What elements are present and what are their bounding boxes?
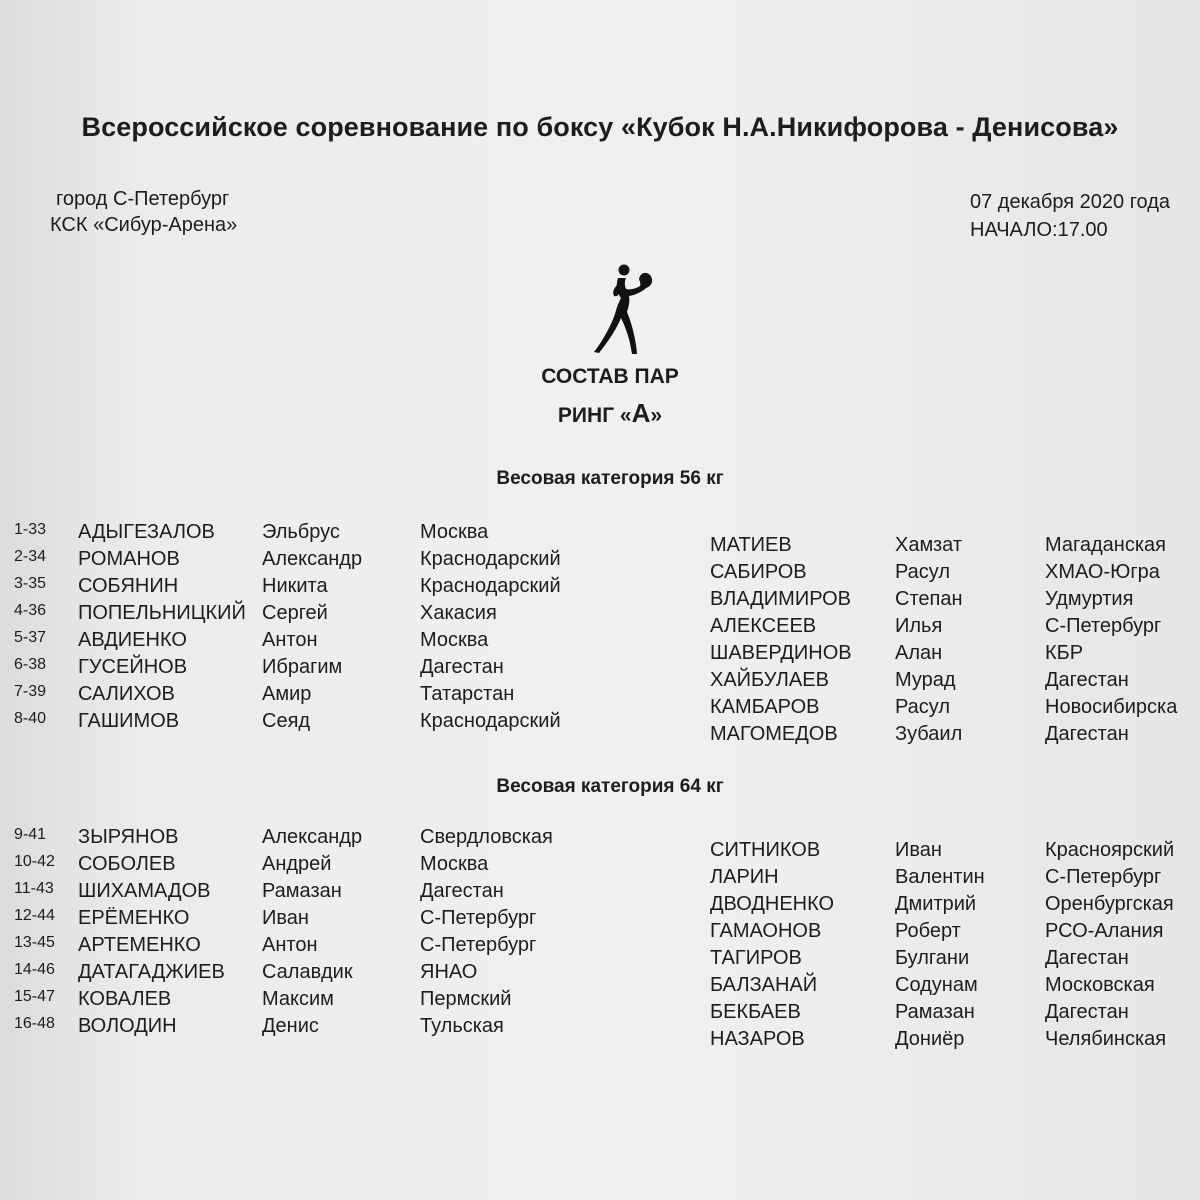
red-corner-name: Иван xyxy=(262,907,309,929)
blue-corner-surname: ШАВЕРДИНОВ xyxy=(710,642,852,664)
red-corner-region: ЯНАО xyxy=(420,961,478,983)
blue-corner-surname: ГАМАОНОВ xyxy=(710,920,822,942)
bout-number: 13-45 xyxy=(14,934,55,951)
bout-number: 2-34 xyxy=(14,548,47,565)
bout-number: 9-41 xyxy=(14,826,47,843)
blue-corner-surname: КАМБАРОВ xyxy=(710,696,820,718)
ring-heading xyxy=(0,398,1200,429)
bout-row xyxy=(0,1015,1200,1050)
blue-corner-region: Московская xyxy=(1045,974,1155,996)
blue-corner-name: Дмитрий xyxy=(895,893,977,915)
red-corner-surname: ГАШИМОВ xyxy=(78,710,180,732)
blue-corner-surname: САБИРОВ xyxy=(710,561,807,583)
red-corner-name: Антон xyxy=(262,629,318,651)
blue-corner-name: Иван xyxy=(895,839,942,861)
blue-corner-name: Расул xyxy=(895,696,951,718)
boxer-pictogram-icon xyxy=(588,262,658,357)
blue-corner-region: ХМАО-Югра xyxy=(1045,561,1160,583)
blue-corner-surname: ДВОДНЕНКО xyxy=(710,893,835,915)
red-corner-surname: ДАТАГАДЖИЕВ xyxy=(78,961,225,983)
blue-corner-name: Роберт xyxy=(895,920,961,942)
blue-corner-name: Содунам xyxy=(895,974,978,996)
blue-corner-region: КБР xyxy=(1045,642,1084,664)
blue-corner-surname: БАЛЗАНАЙ xyxy=(710,974,818,996)
blue-corner-name: Булгани xyxy=(895,947,970,969)
bout-number: 5-37 xyxy=(14,629,47,646)
blue-corner-surname: ЛАРИН xyxy=(710,866,779,888)
red-corner-name: Салавдик xyxy=(262,961,353,983)
red-corner-region: Краснодарский xyxy=(420,575,561,597)
red-corner-surname: СОБЯНИН xyxy=(78,575,179,597)
red-corner-surname: ЗЫРЯНОВ xyxy=(78,826,179,848)
bout-row xyxy=(0,656,1200,691)
red-corner-region: Краснодарский xyxy=(420,548,561,570)
red-corner-region: Дагестан xyxy=(420,656,504,678)
blue-corner-region: РСО-Алания xyxy=(1045,920,1164,942)
bout-row xyxy=(0,826,1200,861)
red-corner-name: Эльбрус xyxy=(262,521,340,543)
red-corner-name: Сеяд xyxy=(262,710,311,732)
bout-row xyxy=(0,548,1200,583)
bout-number: 6-38 xyxy=(14,656,47,673)
blue-corner-region: Красноярский xyxy=(1045,839,1175,861)
blue-corner-name: Рамазан xyxy=(895,1001,975,1023)
bout-number: 15-47 xyxy=(14,988,55,1005)
red-corner-name: Денис xyxy=(262,1015,319,1037)
red-corner-name: Рамазан xyxy=(262,880,342,902)
bout-number: 4-36 xyxy=(14,602,47,619)
red-corner-surname: СОБОЛЕВ xyxy=(78,853,176,875)
date-text: 07 декабря 2020 года xyxy=(970,191,1171,213)
blue-corner-surname: ТАГИРОВ xyxy=(710,947,802,969)
bout-row xyxy=(0,602,1200,637)
category-heading: Весовая категория 64 кг xyxy=(496,776,724,797)
bout-number: 7-39 xyxy=(14,683,47,700)
red-corner-name: Антон xyxy=(262,934,318,956)
bout-row xyxy=(0,575,1200,610)
blue-corner-surname: ВЛАДИМИРОВ xyxy=(710,588,851,610)
date-block xyxy=(970,188,1170,244)
bout-number: 1-33 xyxy=(14,521,47,538)
bout-number: 12-44 xyxy=(14,907,55,924)
red-corner-region: Москва xyxy=(420,629,489,651)
category-heading: Весовая категория 56 кг xyxy=(496,468,724,489)
red-corner-name: Максим xyxy=(262,988,334,1010)
bout-row xyxy=(0,961,1200,996)
red-corner-surname: АРТЕМЕНКО xyxy=(78,934,201,956)
bout-number: 10-42 xyxy=(14,853,55,870)
blue-corner-region: С-Петербург xyxy=(1045,615,1162,637)
bouts-list xyxy=(0,521,1200,745)
blue-corner-surname: МАТИЕВ xyxy=(710,534,792,556)
ring-heading-prefix: РИНГ « xyxy=(557,404,632,427)
blue-corner-region: Удмуртия xyxy=(1045,588,1134,610)
blue-corner-region: Дагестан xyxy=(1045,723,1129,745)
red-corner-name: Ибрагим xyxy=(262,656,343,678)
red-corner-region: Дагестан xyxy=(420,880,504,902)
red-corner-surname: КОВАЛЕВ xyxy=(78,988,172,1010)
blue-corner-name: Дониёр xyxy=(895,1028,965,1050)
red-corner-region: Татарстан xyxy=(420,683,515,705)
red-corner-region: Свердловская xyxy=(420,826,553,848)
red-corner-name: Никита xyxy=(262,575,328,597)
red-corner-surname: АДЫГЕЗАЛОВ xyxy=(78,521,215,543)
blue-corner-name: Алан xyxy=(895,642,943,664)
city-text: город С-Петербург xyxy=(56,188,230,210)
ring-letter: А xyxy=(631,398,651,428)
red-corner-surname: РОМАНОВ xyxy=(78,548,180,570)
ring-heading-suffix: » xyxy=(650,404,663,427)
blue-corner-name: Степан xyxy=(895,588,963,610)
red-corner-name: Сергей xyxy=(262,602,328,624)
red-corner-surname: САЛИХОВ xyxy=(78,683,175,705)
blue-corner-surname: НАЗАРОВ xyxy=(710,1028,805,1050)
blue-corner-surname: МАГОМЕДОВ xyxy=(710,723,838,745)
blue-corner-region: Дагестан xyxy=(1045,669,1129,691)
blue-corner-region: Челябинская xyxy=(1045,1028,1167,1050)
bout-number: 11-43 xyxy=(14,880,54,897)
bout-row xyxy=(0,521,1200,556)
blue-corner-name: Валентин xyxy=(895,866,985,888)
bout-row xyxy=(0,907,1200,942)
bout-row xyxy=(0,683,1200,718)
blue-corner-region: Дагестан xyxy=(1045,947,1129,969)
bout-number: 8-40 xyxy=(14,710,47,727)
red-corner-region: Москва xyxy=(420,853,489,875)
red-corner-name: Александр xyxy=(262,548,363,570)
blue-corner-surname: ХАЙБУЛАЕВ xyxy=(710,669,829,691)
blue-corner-region: С-Петербург xyxy=(1045,866,1162,888)
red-corner-name: Александр xyxy=(262,826,363,848)
red-corner-region: С-Петербург xyxy=(420,934,537,956)
red-corner-name: Андрей xyxy=(262,853,332,875)
bout-row xyxy=(0,880,1200,915)
blue-corner-surname: БЕКБАЕВ xyxy=(710,1001,801,1023)
bout-row xyxy=(0,710,1200,745)
red-corner-surname: ПОПЕЛЬНИЦКИЙ xyxy=(78,602,246,624)
red-corner-region: Хакасия xyxy=(420,602,497,624)
blue-corner-name: Илья xyxy=(895,615,943,637)
blue-corner-name: Мурад xyxy=(895,669,956,691)
red-corner-region: Москва xyxy=(420,521,489,543)
red-corner-region: С-Петербург xyxy=(420,907,537,929)
bout-number: 16-48 xyxy=(14,1015,55,1032)
bout-number: 3-35 xyxy=(14,575,47,592)
blue-corner-name: Хамзат xyxy=(895,534,963,556)
blue-corner-name: Зубаил xyxy=(895,723,963,745)
blue-corner-name: Расул xyxy=(895,561,951,583)
start-time-text: НАЧАЛО:17.00 xyxy=(970,219,1108,241)
bout-number: 14-46 xyxy=(14,961,55,978)
red-corner-surname: ГУСЕЙНОВ xyxy=(78,656,188,678)
bouts-list xyxy=(0,826,1200,1050)
bout-row xyxy=(0,988,1200,1023)
blue-corner-region: Дагестан xyxy=(1045,1001,1129,1023)
blue-corner-region: Магаданская xyxy=(1045,534,1166,556)
red-corner-surname: ЕРЁМЕНКО xyxy=(78,907,190,929)
red-corner-region: Пермский xyxy=(420,988,512,1010)
blue-corner-region: Оренбургская xyxy=(1045,893,1174,915)
blue-corner-surname: СИТНИКОВ xyxy=(710,839,821,861)
bout-row xyxy=(0,853,1200,888)
red-corner-surname: ШИХАМАДОВ xyxy=(78,880,211,902)
bout-row xyxy=(0,934,1200,969)
venue-block xyxy=(50,186,237,238)
bout-row xyxy=(0,629,1200,664)
red-corner-surname: АВДИЕНКО xyxy=(78,629,187,651)
blue-corner-region: Новосибирска xyxy=(1045,696,1178,718)
document-title: Всероссийское соревнование по боксу «Кубок Н.А.Никифорова - Денисова» xyxy=(81,112,1119,142)
red-corner-region: Тульская xyxy=(420,1015,504,1037)
red-corner-name: Амир xyxy=(262,683,312,705)
pairs-heading: СОСТАВ ПАР xyxy=(541,365,679,388)
venue-text: КСК «Сибур-Арена» xyxy=(50,214,238,236)
blue-corner-surname: АЛЕКСЕЕВ xyxy=(710,615,817,637)
red-corner-region: Краснодарский xyxy=(420,710,561,732)
red-corner-surname: ВОЛОДИН xyxy=(78,1015,177,1037)
